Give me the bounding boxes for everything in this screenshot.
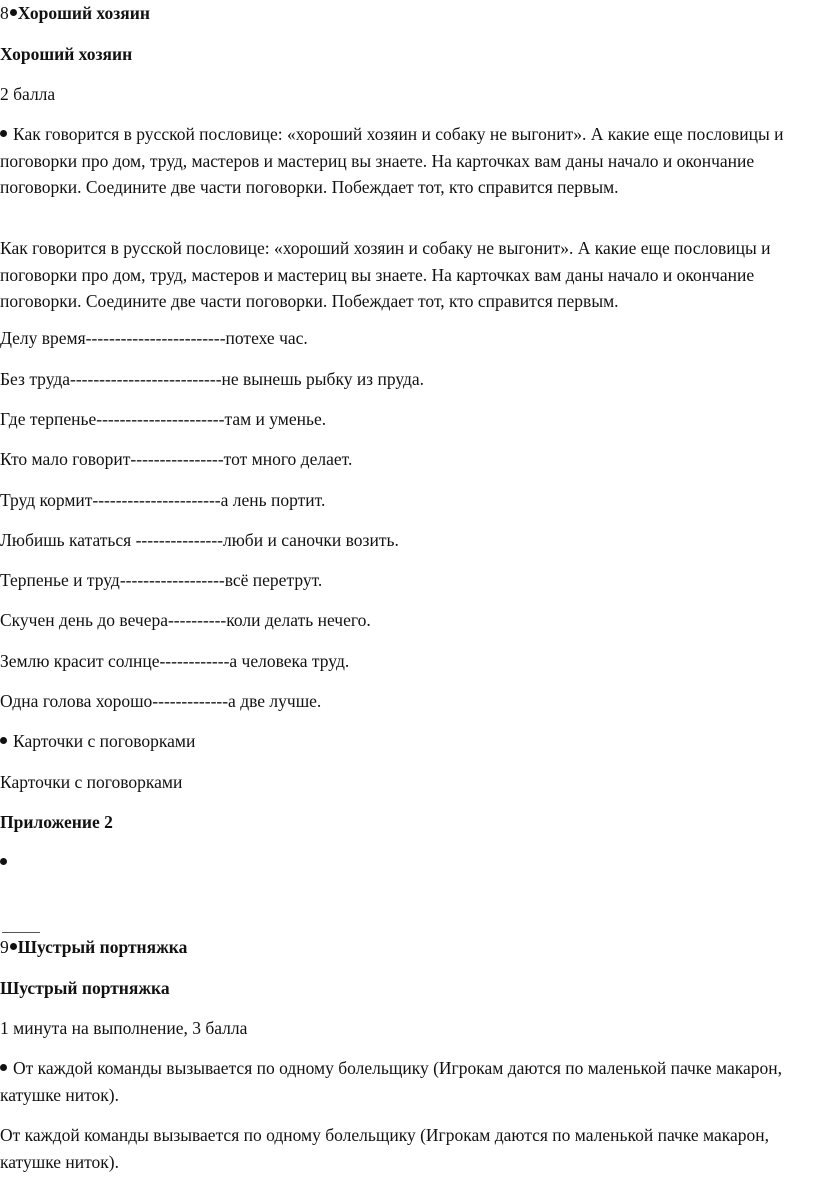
appendix-label: Приложение 2 — [0, 812, 113, 832]
section-8-heading — [0, 0, 150, 26]
bullet-dot-icon — [0, 858, 7, 865]
separator-rule — [2, 932, 40, 933]
section-9-heading — [0, 934, 187, 960]
bullet-dot-icon — [0, 130, 7, 137]
proverb-line: Землю красит солнце------------а человека труд. — [0, 651, 350, 671]
proverb-line: Где терпенье----------------------там и уменье. — [0, 409, 327, 429]
section-9-title: Шустрый портняжка — [0, 978, 170, 998]
section-9-title-inline: Шустрый портняжка — [17, 937, 188, 957]
proverb-line: Без труда--------------------------не вынешь рыбку из пруда. — [0, 369, 425, 389]
proverb-line: Кто мало говорит----------------тот много делает. — [0, 449, 353, 469]
proverb-line: Терпенье и труд------------------всё перетрут. — [0, 570, 323, 590]
section-8-number: 8 — [0, 3, 9, 23]
proverb-line: Труд кормит----------------------а лень портит. — [0, 490, 326, 510]
section-8-title: Хороший хозяин — [0, 44, 133, 64]
section-8-bullet-text: Как говорится в русской пословице: «хороший хозяин и собаку не выгонит». А какие еще пословицы и поговорки про дом, труд, мастеров и мастериц вы знаете. На карточках вам даны начало и окончание поговорки. Соедините две части поговорки. Побеждает тот, кто справится первым. — [0, 124, 784, 198]
section-9-number: 9 — [0, 937, 9, 957]
section-8-paragraph: Как говорится в русской пословице: «хороший хозяин и собаку не выгонит». А какие еще пословицы и поговорки про дом, труд, мастеров и мастериц вы знаете. На карточках вам даны начало и окончание поговорки. Соедините две части поговорки. Побеждает тот, кто справится первым. — [0, 238, 771, 312]
section-9-bullet-text: От каждой команды вызывается по одному болельщику (Игрокам даются по маленькой пачке макарон, катушке ниток). — [0, 1058, 782, 1105]
proverb-line: Делу время------------------------потехе час. — [0, 328, 308, 348]
cards-bullet-line — [0, 728, 195, 754]
empty-bullet-line — [0, 849, 13, 875]
cards-text: Карточки с поговорками — [0, 772, 183, 792]
proverb-line: Любишь кататься ---------------люби и саночки возить. — [0, 530, 399, 550]
bullet-dot-icon — [0, 737, 7, 744]
section-8-points: 2 балла — [0, 84, 56, 104]
section-8-bullet-paragraph — [0, 121, 812, 201]
bullet-dot-icon — [10, 943, 17, 950]
bullet-dot-icon — [10, 9, 17, 16]
section-9-points: 1 минута на выполнение, 3 балла — [0, 1018, 248, 1038]
section-9-paragraph: От каждой команды вызывается по одному болельщику (Игрокам даются по маленькой пачке макарон, катушке ниток). — [0, 1125, 769, 1172]
cards-bullet-text: Карточки с поговорками — [13, 731, 196, 751]
section-9-bullet-paragraph — [0, 1055, 812, 1108]
section-8-title-inline: Хороший хозяин — [17, 3, 150, 23]
proverb-line: Одна голова хорошо-------------а две лучше. — [0, 691, 322, 711]
proverb-line: Скучен день до вечера----------коли делать нечего. — [0, 610, 371, 630]
bullet-dot-icon — [0, 1064, 7, 1071]
